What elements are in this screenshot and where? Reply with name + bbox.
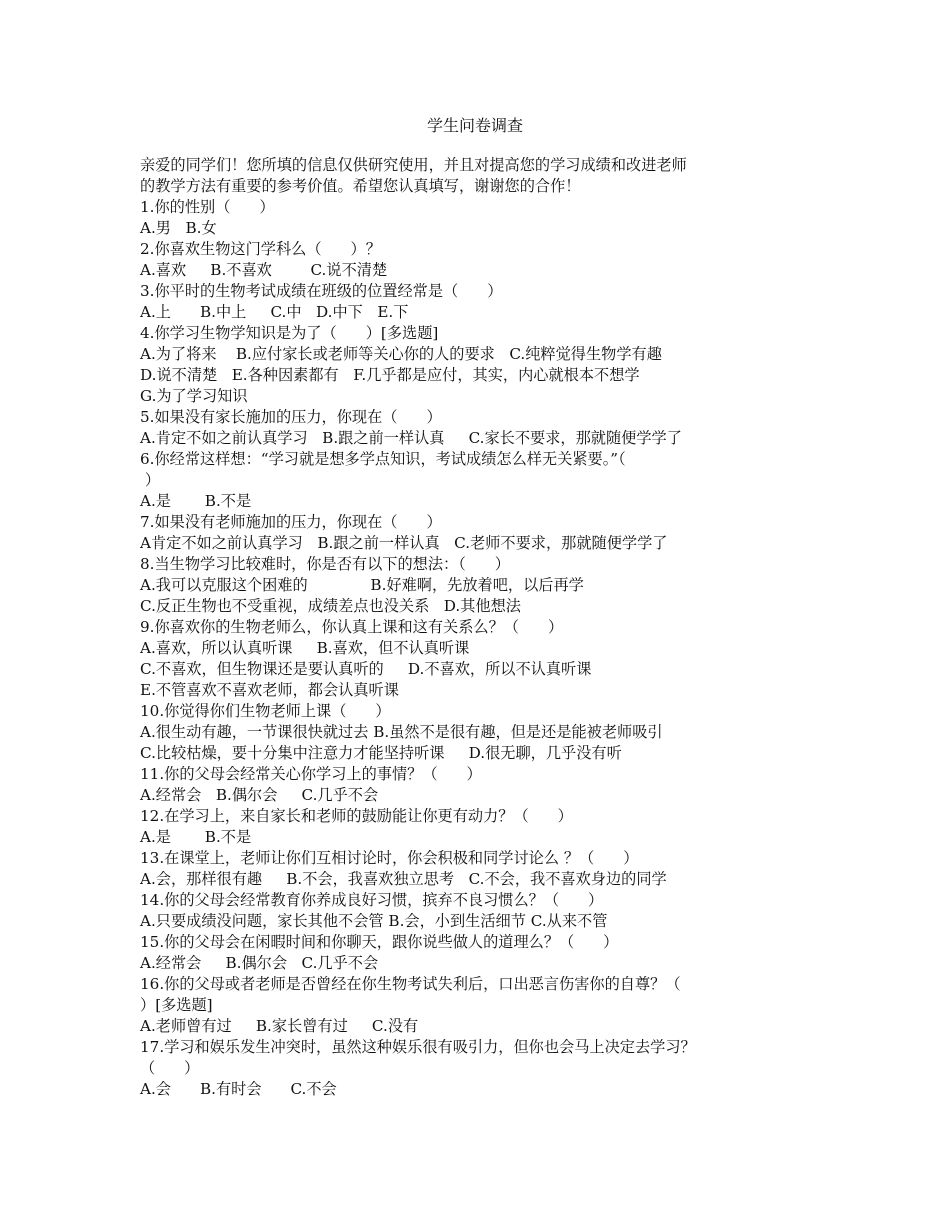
question-2: 2.你喜欢生物这门学科么（ ）？ — [140, 240, 381, 258]
question-4-options-2: D.说不清楚 E.各种因素都有 F.几乎都是应付，其实，内心就根本不想学 — [140, 366, 640, 384]
question-12-options: A.是 B.不是 — [140, 828, 252, 846]
question-9-options-3: E.不管喜欢不喜欢老师，都会认真听课 — [140, 681, 399, 699]
question-3-options: A.上 B.中上 C.中 D.中下 E.下 — [140, 303, 409, 321]
question-10-options-1: A.很生动有趣，一节课很快就过去 B.虽然不是很有趣，但是还是能被老师吸引 — [140, 723, 663, 741]
question-17: 17.学习和娱乐发生冲突时，虽然这种娱乐很有吸引力，但你也会马上决定去学习？ — [140, 1038, 696, 1056]
question-8-options-1: A.我可以克服这个困难的 B.好难啊，先放着吧，以后再学 — [140, 576, 584, 594]
question-13-options: A.会，那样很有趣 B.不会，我喜欢独立思考 C.不会，我不喜欢身边的同学 — [140, 870, 667, 888]
question-2-options: A.喜欢 B.不喜欢 C.说不清楚 — [140, 261, 388, 279]
question-13: 13.在课堂上，老师让你们互相讨论时，你会积极和同学讨论么 ？（ ） — [140, 849, 639, 867]
question-14-options: A.只要成绩没问题，家长其他不会管 B.会，小到生活细节 C.从来不管 — [140, 912, 608, 930]
question-16: 16.你的父母或者老师是否曾经在你生物考试失利后，口出恶言伤害你的自尊？（ — [140, 975, 681, 993]
question-8: 8.当生物学习比较难时，你是否有以下的想法：（ ） — [140, 555, 510, 573]
question-6: 6.你经常这样想：“学习就是想多学点知识，考试成绩怎么样无关紧要。”（ — [140, 450, 626, 468]
question-4-options-1: A.为了将来 B.应付家长或老师等关心你的人的要求 C.纯粹觉得生物学有趣 — [140, 345, 662, 363]
question-1: 1.你的性别（ ） — [140, 198, 275, 216]
question-16-options: A.老师曾有过 B.家长曾有过 C.没有 — [140, 1017, 419, 1035]
question-4-options-3: G.为了学习知识 — [140, 387, 248, 405]
question-17-continued: （ ） — [140, 1059, 200, 1077]
question-17-options: A.会 B.有时会 C.不会 — [140, 1080, 337, 1098]
document-title: 学生问卷调查 — [426, 116, 523, 135]
question-16-continued: ）[多选题] — [140, 996, 213, 1014]
question-6-options: A.是 B.不是 — [140, 492, 252, 510]
question-5-options: A.肯定不如之前认真学习 B.跟之前一样认真 C.家长不要求，那就随便学学了 — [140, 429, 682, 447]
question-9: 9.你喜欢你的生物老师么，你认真上课和这有关系么？（ ） — [140, 618, 564, 636]
question-11: 11.你的父母会经常关心你学习上的事情？（ ） — [140, 765, 482, 783]
question-7-options: A肯定不如之前认真学习 B.跟之前一样认真 C.老师不要求，那就随便学学了 — [140, 534, 668, 552]
question-15: 15.你的父母会在闲暇时间和你聊天，跟你说些做人的道理么？（ ） — [140, 933, 619, 951]
question-15-options: A.经常会 B.偶尔会 C.几乎不会 — [140, 954, 379, 972]
question-6-continued: ） — [140, 471, 161, 489]
question-10: 10.你觉得你们生物老师上课（ ） — [140, 702, 391, 720]
question-9-options-2: C.不喜欢，但生物课还是要认真听的 D.不喜欢，所以不认真听课 — [140, 660, 592, 678]
question-8-options-2: C.反正生物也不受重视，成绩差点也没关系 D.其他想法 — [140, 597, 521, 615]
question-3: 3.你平时的生物考试成绩在班级的位置经常是（ ） — [140, 282, 503, 300]
question-7: 7.如果没有老师施加的压力，你现在（ ） — [140, 513, 442, 531]
question-5: 5.如果没有家长施加的压力，你现在（ ） — [140, 408, 442, 426]
question-1-options: A.男 B.女 — [140, 219, 217, 237]
question-14: 14.你的父母会经常教育你养成良好习惯，摈弃不良习惯么？（ ） — [140, 891, 604, 909]
question-12: 12.在学习上，来自家长和老师的鼓励能让你更有动力？（ ） — [140, 807, 573, 825]
question-4: 4.你学习生物学知识是为了（ ）[多选题] — [140, 324, 439, 342]
intro-line-2: 的教学方法有重要的参考价值。希望您认真填写，谢谢您的合作！ — [140, 177, 581, 195]
question-10-options-2: C.比较枯燥，要十分集中注意力才能坚持听课 D.很无聊，几乎没有听 — [140, 744, 622, 762]
question-11-options: A.经常会 B.偶尔会 C.几乎不会 — [140, 786, 379, 804]
intro-line-1: 亲爱的同学们！您所填的信息仅供研究使用，并且对提高您的学习成绩和改进老师 — [140, 156, 687, 174]
questionnaire-body — [140, 155, 820, 1100]
question-9-options-1: A.喜欢，所以认真听课 B.喜欢，但不认真听课 — [140, 639, 470, 657]
